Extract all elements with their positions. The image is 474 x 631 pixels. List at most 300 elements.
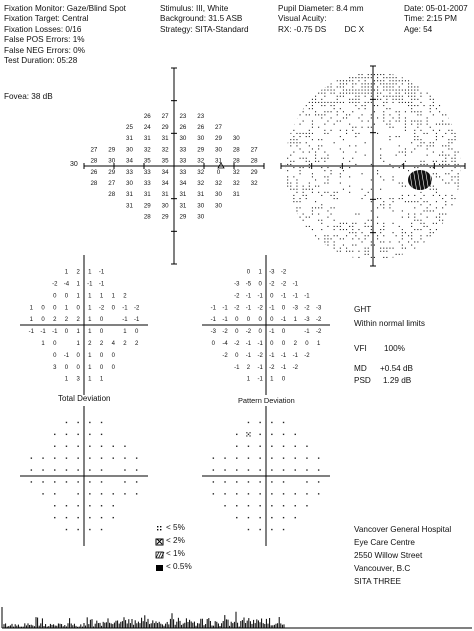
gray-dot [334, 226, 335, 227]
gray-dot [439, 248, 440, 249]
gray-dot [448, 117, 449, 118]
gray-dot [349, 161, 350, 162]
pd-prob-dot-6-8 [306, 493, 307, 494]
gray-dot [448, 83, 449, 84]
gray-dot [420, 161, 421, 162]
pd-prob-dot-0-6 [283, 422, 284, 423]
gray-dot [411, 226, 412, 227]
gray-dot [411, 121, 412, 122]
gray-dot [399, 93, 400, 94]
gray-dot [427, 121, 428, 122]
gray-dot [293, 124, 294, 125]
gray-dot [424, 80, 425, 81]
gray-dot [380, 83, 381, 84]
gray-dot [287, 90, 288, 91]
total-deviation-value-2-6: 1 [99, 293, 104, 300]
gray-dot [399, 145, 400, 146]
gray-dot [355, 93, 356, 94]
gray-dot [284, 229, 285, 230]
gray-dot [346, 114, 347, 115]
gray-dot [312, 248, 313, 249]
threshold-value-2-7: 29 [215, 135, 222, 143]
gray-dot [402, 90, 403, 91]
gray-dot [312, 127, 313, 128]
gray-dot [448, 220, 449, 221]
gray-dot [287, 86, 288, 87]
gray-dot [424, 251, 425, 252]
gray-dot [396, 254, 397, 255]
pd-prob-dot-5-4 [259, 481, 260, 482]
gray-dot [331, 105, 332, 106]
pd-prob-dot-4-9 [318, 469, 319, 470]
gray-dot [424, 142, 425, 143]
pd-prob-dot-7-1 [224, 505, 225, 506]
gray-dot [334, 251, 335, 252]
gray-dot [303, 121, 304, 122]
gray-dot [420, 114, 421, 115]
gray-dot [312, 102, 313, 103]
gray-dot [408, 90, 409, 91]
gray-dot [458, 179, 459, 180]
pd-prob-dot-1-5 [271, 434, 272, 435]
gray-dot [315, 80, 316, 81]
gray-dot [383, 86, 384, 87]
gray-dot [309, 217, 310, 218]
gray-dot [436, 189, 437, 190]
gray-dot [383, 90, 384, 91]
gray-dot [296, 254, 297, 255]
pattern-deviation-value-2-2: -2 [234, 293, 240, 300]
gray-dot [290, 93, 291, 94]
gray-dot [349, 74, 350, 75]
gray-dot [324, 90, 325, 91]
threshold-map [84, 68, 264, 264]
gray-dot [343, 93, 344, 94]
td-prob-dot-6-8 [124, 493, 125, 494]
gray-dot [309, 235, 310, 236]
td-prob-dot-9-5 [89, 529, 90, 530]
gray-dot [451, 229, 452, 230]
gray-dot [408, 170, 409, 171]
gray-dot [389, 93, 390, 94]
gray-dot [411, 105, 412, 106]
gray-dot [455, 161, 456, 162]
pd-prob-dot-8-4 [259, 517, 260, 518]
gray-dot [352, 111, 353, 112]
td-prob-dot-2-6 [101, 446, 102, 447]
gray-dot [309, 114, 310, 115]
gray-dot [296, 241, 297, 242]
gray-dot [424, 161, 425, 162]
gray-dot [300, 77, 301, 78]
total-deviation-value-3-6: -2 [98, 305, 105, 312]
gray-dot [433, 102, 434, 103]
gray-dot [393, 80, 394, 81]
total-deviation-value-6-6: 2 [99, 340, 104, 347]
gray-dot [393, 102, 394, 103]
stimulus: Stimulus: III, White [160, 4, 229, 13]
gray-dot [371, 86, 372, 87]
gray-dot [380, 251, 381, 252]
gray-dot [427, 93, 428, 94]
gray-dot [439, 214, 440, 215]
threshold-value-0-3: 26 [143, 112, 151, 120]
gray-dot [371, 74, 372, 75]
gray-dot [287, 248, 288, 249]
td-prob-dot-8-2 [54, 517, 55, 518]
gray-dot [340, 251, 341, 252]
gray-dot [303, 192, 304, 193]
gray-dot [396, 155, 397, 156]
gray-dot [420, 102, 421, 103]
gray-dot [312, 189, 313, 190]
gray-dot [352, 226, 353, 227]
gray-dot [340, 74, 341, 75]
gray-dot [445, 195, 446, 196]
false-neg-errors: False NEG Errors: 0% [4, 45, 85, 55]
gray-dot [352, 257, 353, 258]
pd-prob-dot-4-1 [224, 469, 225, 470]
gray-dot [380, 232, 381, 233]
gray-dot [383, 251, 384, 252]
gray-dot [399, 167, 400, 168]
gray-dot [455, 248, 456, 249]
gray-dot [389, 248, 390, 249]
gray-dot [334, 192, 335, 193]
gray-dot [414, 217, 415, 218]
legend-label-1: < 1% [166, 549, 185, 558]
threshold-value-5-9: 29 [250, 168, 258, 176]
pd-prob-dot-4-7 [295, 469, 296, 470]
gray-dot [436, 192, 437, 193]
threshold-value-3-2: 30 [126, 146, 133, 154]
gray-dot [315, 186, 316, 187]
gray-dot [442, 136, 443, 137]
legend-hatch-symbol [156, 552, 163, 558]
gray-dot [445, 158, 446, 159]
gray-dot [427, 145, 428, 146]
pattern-deviation-value-7-4: -2 [257, 352, 263, 359]
pattern-deviation-value-7-2: 0 [235, 352, 239, 359]
gray-dot [411, 83, 412, 84]
total-deviation-value-7-2: 0 [53, 352, 57, 359]
threshold-value-1-4: 29 [161, 123, 169, 131]
gray-dot [420, 257, 421, 258]
gray-dot [287, 235, 288, 236]
gray-dot [324, 161, 325, 162]
gray-dot [321, 167, 322, 168]
pupil-diameter: Pupil Diameter: 8.4 mm [278, 4, 364, 13]
pd-prob-dot-7-8 [306, 505, 307, 506]
gray-dot [414, 220, 415, 221]
gray-dot [284, 80, 285, 81]
gray-dot [303, 189, 304, 190]
pattern-deviation-map [202, 255, 330, 395]
gray-dot [408, 96, 409, 97]
gray-dot [377, 90, 378, 91]
gray-dot [355, 232, 356, 233]
gray-dot [300, 114, 301, 115]
gray-dot [296, 133, 297, 134]
gray-dot [451, 198, 452, 199]
threshold-value-8-2: 31 [126, 202, 133, 210]
gray-dot [334, 245, 335, 246]
gray-dot [380, 93, 381, 94]
gray-dot [461, 148, 462, 149]
gray-dot [445, 260, 446, 261]
gray-dot [389, 127, 390, 128]
gray-dot [411, 257, 412, 258]
pd-prob-dot-6-6 [283, 493, 284, 494]
gray-dot [321, 99, 322, 100]
td-prob-dot-6-9 [136, 493, 137, 494]
gray-dot [290, 186, 291, 187]
gray-dot [430, 142, 431, 143]
td-prob-dot-0-6 [101, 422, 102, 423]
td-prob-dot-9-3 [66, 529, 67, 530]
gray-dot [290, 257, 291, 258]
gray-dot [365, 254, 366, 255]
gray-dot [290, 254, 291, 255]
gray-dot [331, 117, 332, 118]
gray-dot [321, 114, 322, 115]
gray-dot [427, 148, 428, 149]
gray-dot [389, 139, 390, 140]
gray-dot [436, 217, 437, 218]
gray-dot [411, 90, 412, 91]
gray-dot [451, 117, 452, 118]
gray-dot [284, 260, 285, 261]
gray-dot [389, 124, 390, 125]
gray-dot [343, 223, 344, 224]
gray-dot [355, 99, 356, 100]
patient-age: Age: 54 [404, 24, 433, 34]
gray-dot [365, 105, 366, 106]
pd-prob-dot-3-9 [318, 457, 319, 458]
gray-dot [300, 207, 301, 208]
pd-prob-dot-2-3 [248, 446, 249, 447]
gray-dot [303, 220, 304, 221]
td-prob-dot-6-4 [77, 493, 78, 494]
gray-dot [436, 235, 437, 236]
gray-dot [448, 74, 449, 75]
gray-dot [461, 251, 462, 252]
pattern-deviation-value-2-5: 0 [270, 293, 274, 300]
gray-dot [306, 161, 307, 162]
pd-prob-dot-8-5 [271, 517, 272, 518]
gray-dot [408, 201, 409, 202]
gray-dot [396, 83, 397, 84]
gray-dot [389, 90, 390, 91]
gray-dot [420, 229, 421, 230]
gray-dot [358, 93, 359, 94]
gray-dot [424, 195, 425, 196]
gray-dot [293, 214, 294, 215]
pd-prob-dot-1-6 [283, 434, 284, 435]
threshold-value-7-7: 30 [215, 191, 222, 199]
gray-dot [427, 77, 428, 78]
td-prob-dot-4-4 [77, 469, 78, 470]
gray-dot [343, 80, 344, 81]
gray-dot [461, 214, 462, 215]
gray-dot [383, 121, 384, 122]
gray-dot [414, 96, 415, 97]
gray-dot [340, 93, 341, 94]
gray-dot [293, 241, 294, 242]
threshold-value-8-5: 31 [179, 202, 187, 210]
pattern-deviation-value-4-3: 0 [246, 317, 251, 324]
gray-dot [402, 99, 403, 100]
gray-dot [293, 80, 294, 81]
gray-dot [458, 235, 459, 236]
gray-dot [287, 201, 288, 202]
pd-prob-dot-6-7 [295, 493, 296, 494]
gray-dot [312, 214, 313, 215]
gray-dot [405, 93, 406, 94]
gray-dot [284, 74, 285, 75]
gray-dot [368, 251, 369, 252]
gray-dot [396, 99, 397, 100]
gray-dot [461, 77, 462, 78]
gray-dot [287, 245, 288, 246]
gray-dot [349, 77, 350, 78]
gray-dot [399, 90, 400, 91]
gray-dot [371, 226, 372, 227]
gray-dot [433, 99, 434, 100]
gray-dot [458, 96, 459, 97]
clinic-info [354, 523, 451, 588]
gray-dot [340, 167, 341, 168]
psd-label: PSD [354, 376, 371, 385]
gray-dot [334, 235, 335, 236]
gray-dot [303, 86, 304, 87]
gray-dot [383, 226, 384, 227]
gray-dot [337, 74, 338, 75]
pattern-deviation-value-6-8: 0 [305, 340, 309, 347]
gray-dot [287, 176, 288, 177]
gray-dot [455, 220, 456, 221]
total-deviation-value-9-6: 1 [99, 376, 104, 383]
threshold-value-5-8: 32 [232, 168, 240, 176]
gray-dot [337, 260, 338, 261]
gray-dot [349, 124, 350, 125]
gray-dot [414, 195, 415, 196]
gray-dot [461, 167, 462, 168]
threshold-value-4-6: 32 [197, 157, 205, 165]
threshold-value-5-4: 34 [161, 168, 169, 176]
gray-dot [380, 189, 381, 190]
total-deviation-value-7-5: 1 [88, 352, 92, 359]
gray-dot [346, 74, 347, 75]
clinic-street: 2550 Willow Street [354, 551, 423, 560]
gray-dot [327, 241, 328, 242]
gray-dot [318, 86, 319, 87]
td-prob-dot-2-2 [54, 446, 55, 447]
gray-dot [436, 136, 437, 137]
gray-dot [327, 167, 328, 168]
gray-dot [386, 108, 387, 109]
gray-dot [365, 80, 366, 81]
gray-dot [430, 248, 431, 249]
gray-dot [430, 86, 431, 87]
threshold-value-9-6: 30 [197, 213, 205, 221]
td-prob-dot-5-6 [101, 481, 102, 482]
threshold-value-0-4: 27 [161, 112, 169, 120]
td-prob-dot-1-5 [89, 434, 90, 435]
pattern-deviation-value-6-2: -2 [234, 340, 240, 347]
gray-dot [402, 248, 403, 249]
gray-dot [358, 133, 359, 134]
gray-dot [287, 192, 288, 193]
gray-dot [312, 108, 313, 109]
gray-dot [293, 74, 294, 75]
gray-dot [433, 189, 434, 190]
gray-dot [362, 86, 363, 87]
gray-dot [420, 121, 421, 122]
pattern-deviation-value-2-8: -1 [304, 293, 310, 300]
total-deviation-value-4-1: 0 [41, 317, 45, 324]
pattern-deviation-value-4-5: 0 [270, 317, 274, 324]
pd-prob-dot-8-6 [283, 517, 284, 518]
gray-dot [442, 207, 443, 208]
gray-dot [296, 117, 297, 118]
gray-dot [346, 90, 347, 91]
gray-dot [458, 257, 459, 258]
gray-dot [433, 114, 434, 115]
gray-dot [402, 96, 403, 97]
gray-dot [451, 124, 452, 125]
gray-dot [445, 111, 446, 112]
td-prob-dot-5-8 [124, 481, 125, 482]
td-prob-dot-8-5 [89, 517, 90, 518]
total-deviation-value-4-6: 0 [99, 317, 104, 324]
pattern-deviation-value-7-1: -2 [222, 352, 228, 359]
total-deviation-value-2-3: 0 [64, 293, 69, 300]
gray-dot [427, 86, 428, 87]
total-deviation-value-5-5: 1 [88, 329, 92, 336]
gray-dot [340, 96, 341, 97]
gray-dot [352, 158, 353, 159]
gray-dot [303, 238, 304, 239]
gray-dot [402, 235, 403, 236]
total-deviation-value-6-5: 2 [88, 340, 92, 347]
total-deviation-value-4-5: 1 [88, 317, 92, 324]
gray-dot [306, 198, 307, 199]
pd-prob-dot-7-4 [259, 505, 260, 506]
gray-dot [377, 86, 378, 87]
pattern-deviation-value-3-3: -1 [245, 305, 252, 312]
gray-dot [303, 158, 304, 159]
threshold-value-2-2: 31 [126, 135, 133, 143]
gray-dot [331, 80, 332, 81]
gray-dot [399, 136, 400, 137]
gray-dot [303, 186, 304, 187]
gray-dot [396, 121, 397, 122]
ght-value: Within normal limits [354, 319, 425, 328]
gray-dot [340, 226, 341, 227]
legend-dot [160, 526, 161, 527]
gray-dot [439, 130, 440, 131]
gray-dot [290, 201, 291, 202]
gray-dot [296, 220, 297, 221]
gray-dot [439, 111, 440, 112]
gray-dot [445, 83, 446, 84]
gray-dot [408, 260, 409, 261]
gray-dot [396, 235, 397, 236]
pd-prob-dot-7-6 [283, 505, 284, 506]
gray-dot [458, 183, 459, 184]
gray-dot [355, 164, 356, 165]
